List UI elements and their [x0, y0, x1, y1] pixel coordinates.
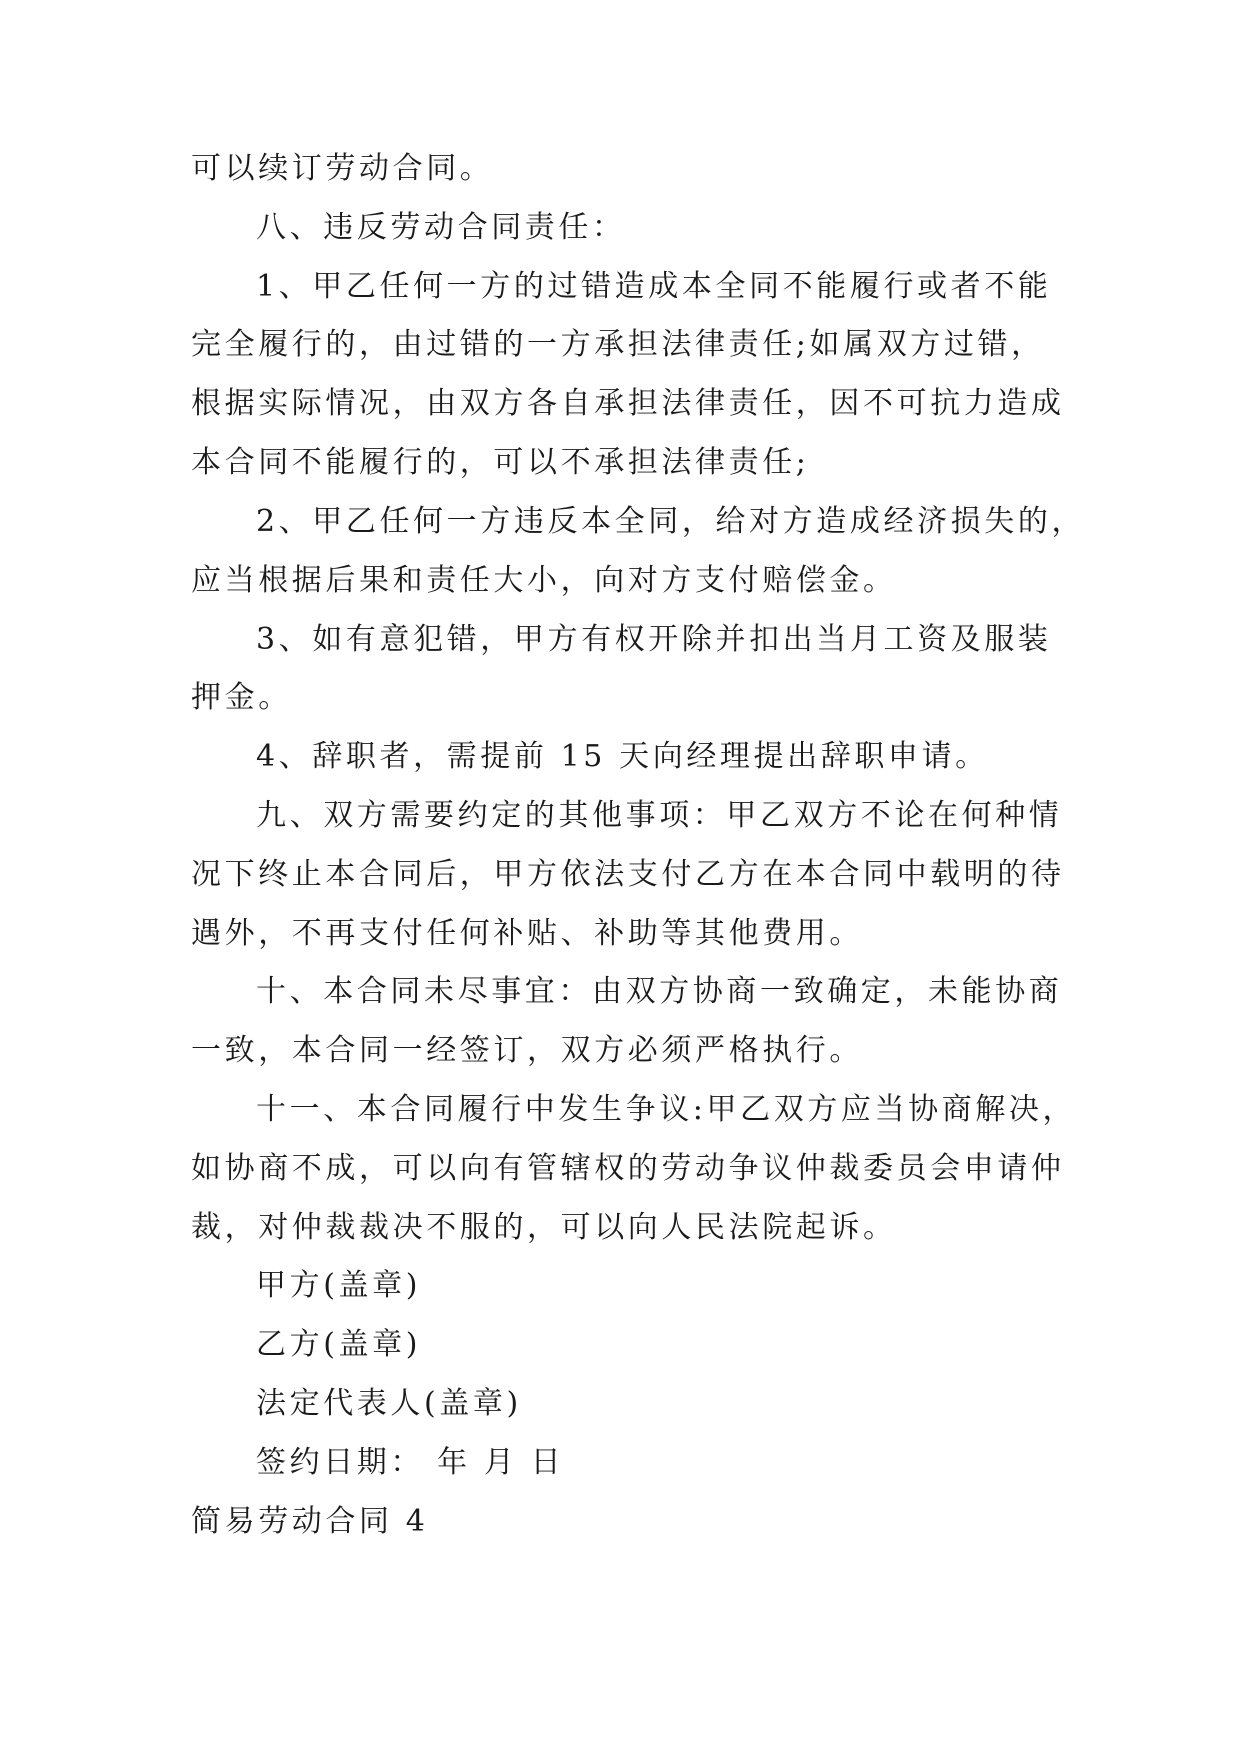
paragraph-line: 完全履行的，由过错的一方承担法律责任;如属双方过错，: [191, 327, 1045, 362]
paragraph-line: 十一、本合同履行中发生争议:甲乙双方应当协商解决，: [256, 1092, 1077, 1127]
paragraph-line: 2、甲乙任何一方违反本全同，给对方造成经济损失的，: [256, 504, 1086, 539]
paragraph-line: 裁，对仲裁裁决不服的，可以向人民法院起诉。: [191, 1210, 897, 1245]
paragraph-line: 一致，本合同一经签订，双方必须严格执行。: [191, 1033, 863, 1068]
paragraph-line: 可以续订劳动合同。: [191, 151, 494, 186]
signing-date: 签约日期： 年 月 日: [256, 1445, 565, 1480]
section-heading: 八、违反劳动合同责任：: [256, 210, 626, 245]
paragraph-line: 4、辞职者，需提前 15 天向经理提出辞职申请。: [256, 739, 989, 774]
paragraph-line: 3、如有意犯错，甲方有权开除并扣出当月工资及服装: [256, 622, 1052, 657]
signature-legal-rep: 法定代表人(盖章): [256, 1386, 522, 1421]
paragraph-line: 九、双方需要约定的其他事项：甲乙双方不论在何种情: [256, 798, 1063, 833]
paragraph-line: 如协商不成，可以向有管辖权的劳动争议仲裁委员会申请仲: [191, 1151, 1065, 1186]
paragraph-line: 况下终止本合同后，甲方依法支付乙方在本合同中载明的待: [191, 857, 1065, 892]
paragraph-line: 押金。: [191, 680, 292, 715]
paragraph-line: 根据实际情况，由双方各自承担法律责任，因不可抗力造成: [191, 386, 1065, 421]
signature-party-a: 甲方(盖章): [256, 1268, 422, 1303]
paragraph-line: 应当根据后果和责任大小，向对方支付赔偿金。: [191, 563, 897, 598]
signature-party-b: 乙方(盖章): [256, 1327, 422, 1362]
paragraph-line: 本合同不能履行的，可以不承担法律责任;: [191, 445, 810, 480]
next-document-title: 简易劳动合同 4: [191, 1504, 429, 1539]
paragraph-line: 1、甲乙任何一方的过错造成本全同不能履行或者不能: [256, 269, 1052, 304]
paragraph-line: 十、本合同未尽事宜：由双方协商一致确定，未能协商: [256, 974, 1063, 1009]
paragraph-line: 遇外，不再支付任何补贴、补助等其他费用。: [191, 916, 863, 951]
